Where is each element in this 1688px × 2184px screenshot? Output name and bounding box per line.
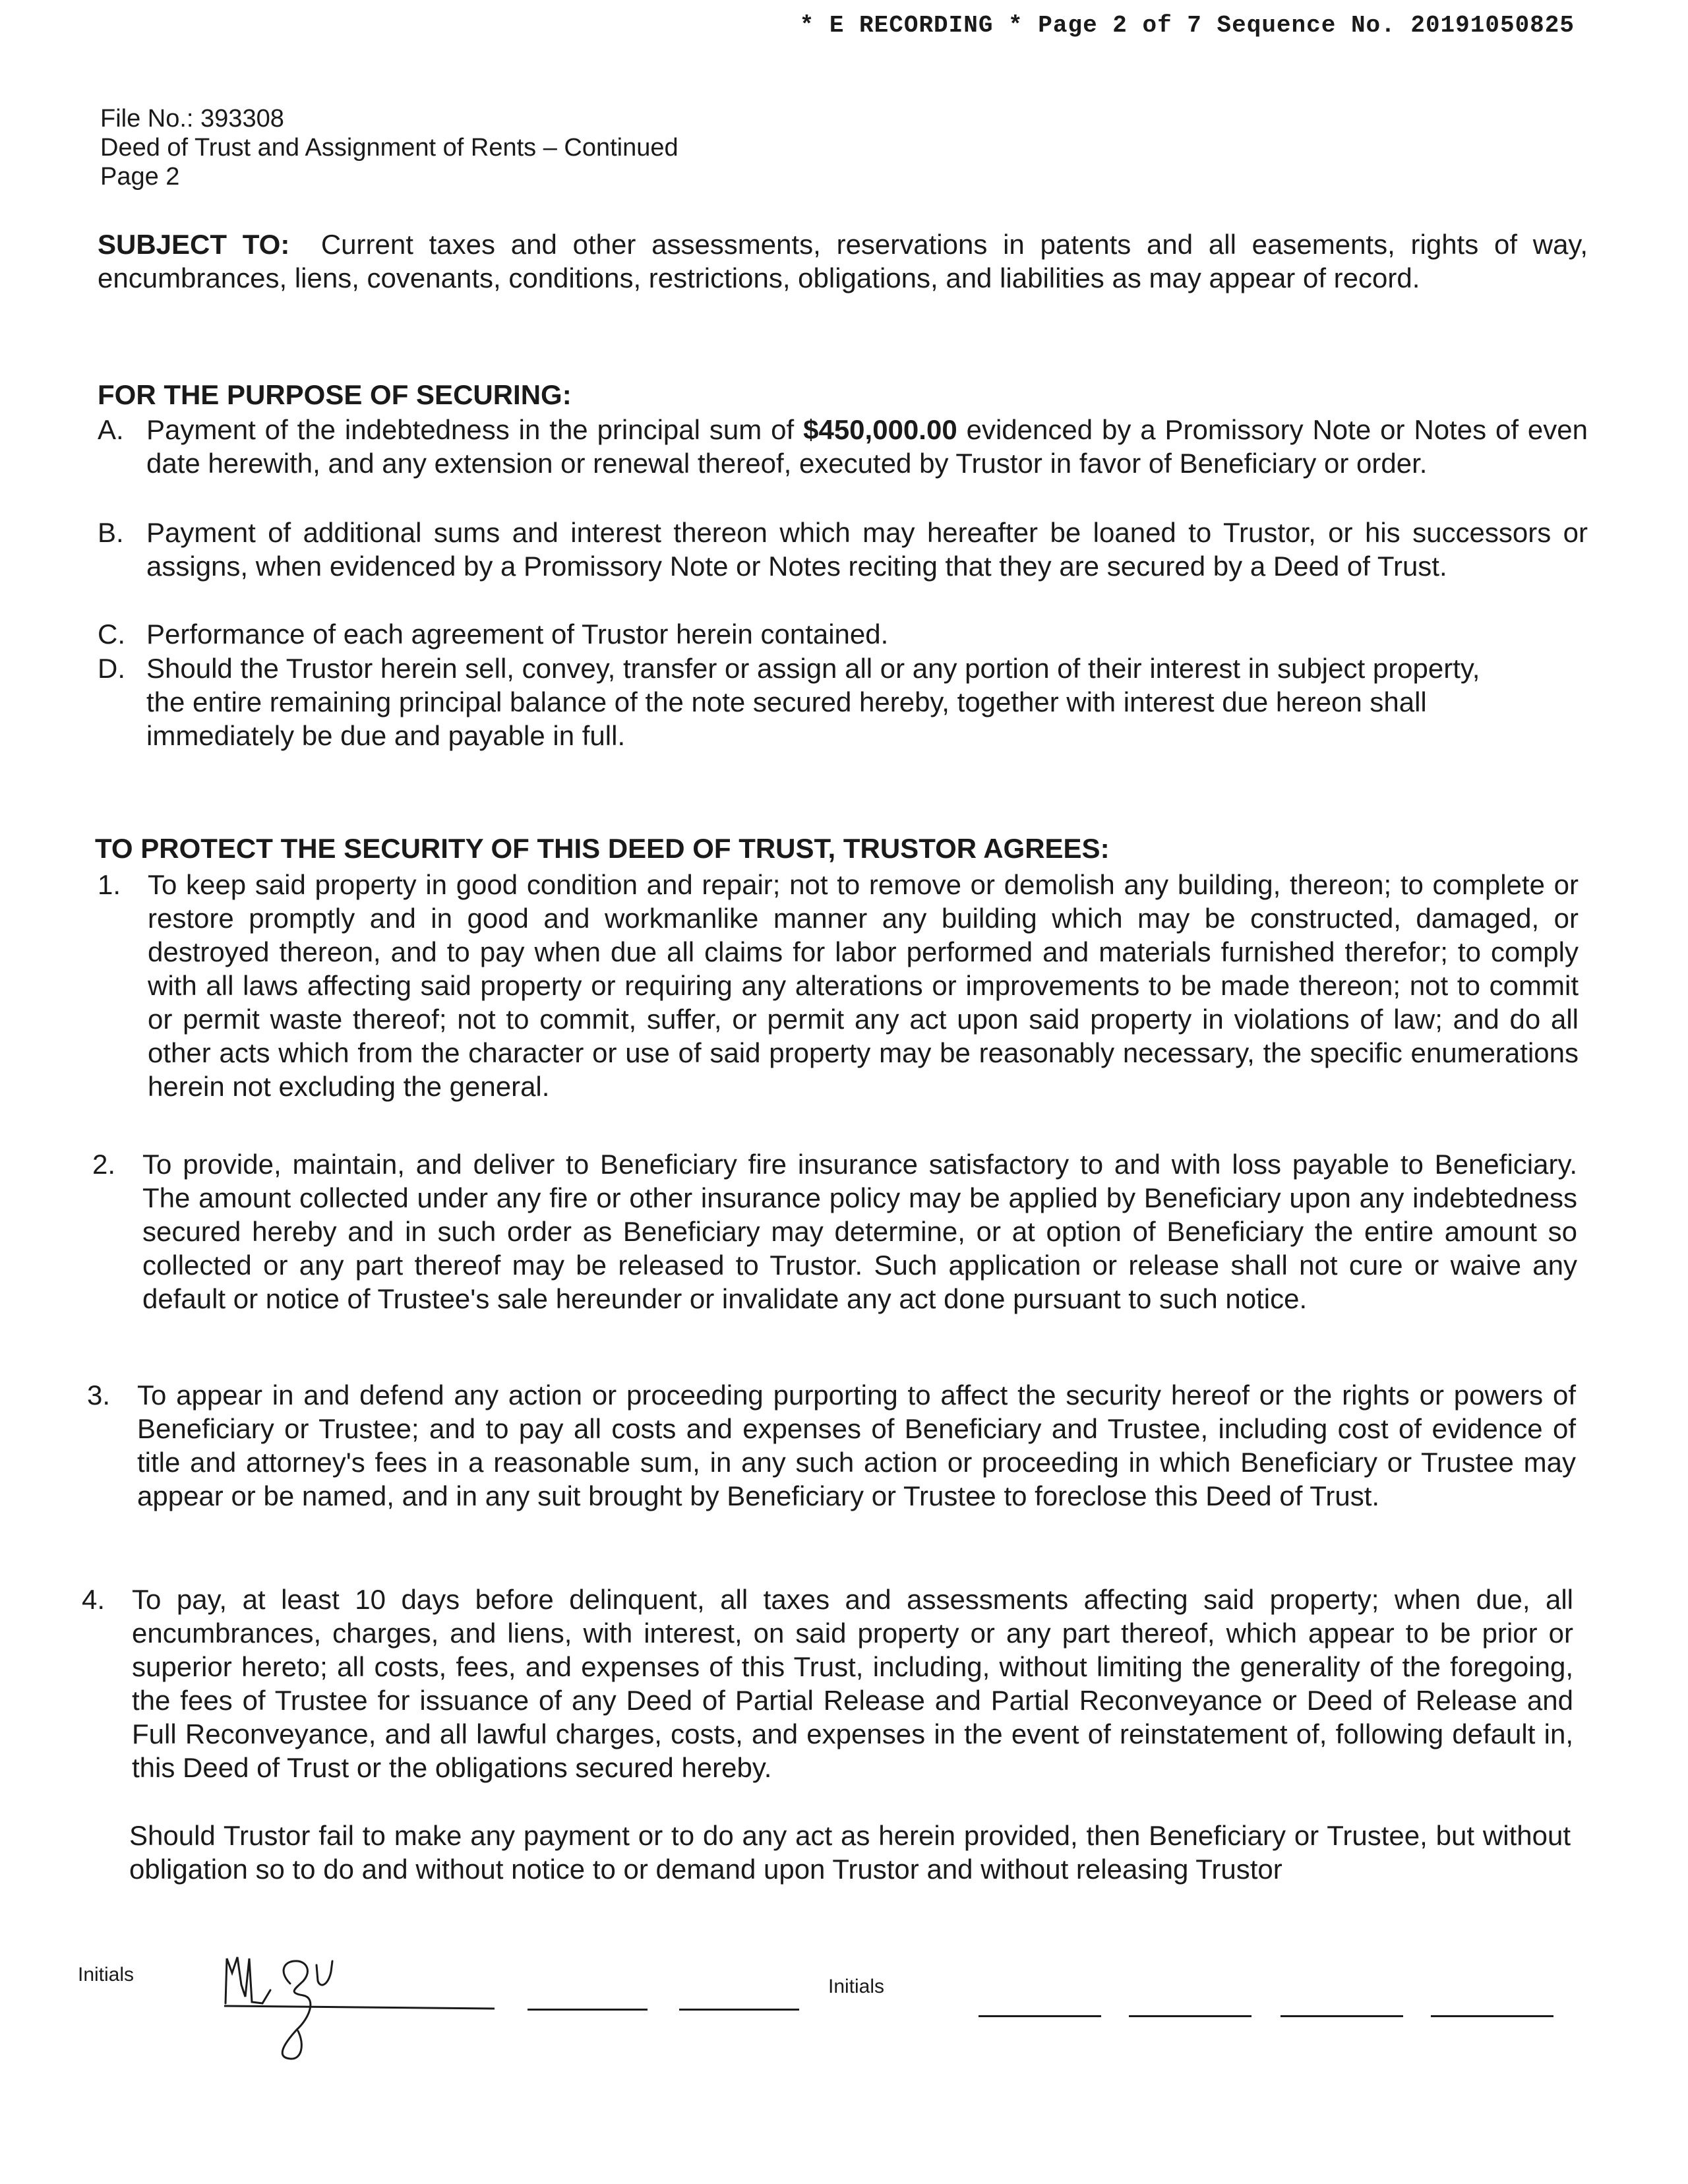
purpose-a-text-before: Payment of the indebtedness in the principal sum of <box>146 414 795 445</box>
agreement-2-text: To provide, maintain, and deliver to Beneficiary fire insurance satisfactory to and with loss payable to Beneficiary. The amount collected under any fire or other insurance policy may be applied by Beneficiary upon any indebtedness secured hereby and in such order as Beneficiary may determine, or at option of Beneficiary the entire amount so collected or any part thereof may be released to Trustor. Such application or release shall not cure or waive any default or notice of Trustee's sale hereunder or invalidate any act done pursuant to such notice. <box>142 1149 1577 1314</box>
initials-line-4[interactable] <box>979 2015 1101 2017</box>
purpose-heading: FOR THE PURPOSE OF SECURING: <box>98 379 572 410</box>
purpose-c-text: Performance of each agreement of Trustor herein contained. <box>146 619 889 650</box>
purpose-b-text: Payment of additional sums and interest thereon which may hereafter be loaned to Trustor, or his successors or assigns, when evidenced by a Promissory Note or Notes reciting that they are secured by a Deed of Trust. <box>146 517 1588 582</box>
list-marker: 1. <box>98 869 121 900</box>
initials-line-2[interactable] <box>528 2009 648 2011</box>
list-marker: 2. <box>92 1149 116 1180</box>
page-label: Page 2 <box>100 163 180 191</box>
initials-line-7[interactable] <box>1431 2015 1553 2017</box>
agreement-item-2 <box>92 1147 1577 1316</box>
purpose-item-d <box>98 652 1495 752</box>
purpose-a-text-after: evidenced by a Promissory Note or Notes of even date herewith, and any extension or renewal thereof, executed by Trustor in favor of Beneficiary or order. <box>146 414 1588 479</box>
list-marker: 4. <box>82 1584 106 1615</box>
file-header <box>100 104 678 191</box>
subject-to-label: SUBJECT TO: <box>98 229 290 260</box>
list-marker: D. <box>98 653 125 684</box>
file-number: File No.: 393308 <box>100 105 284 133</box>
initials-line-3[interactable] <box>679 2009 799 2011</box>
purpose-item-c <box>98 617 1588 651</box>
continuation-paragraph: Should Trustor fail to make any payment or to do any act as herein provided, then Beneficiary or Trustee, but without obligation so to do and without notice to or demand upon Trustor and without releasing Trustor <box>129 1820 1571 1885</box>
purpose-item-b <box>98 516 1588 583</box>
agreement-item-3 <box>87 1378 1576 1513</box>
purpose-d-text: Should the Trustor herein sell, convey, transfer or assign all or any portion of their interest in subject property, the entire remaining principal balance of the note secured hereby, together with interest due hereon shall immediately be due and payable in full. <box>146 653 1480 751</box>
protect-heading: TO PROTECT THE SECURITY OF THIS DEED OF TRUST, TRUSTOR AGREES: <box>95 833 1110 864</box>
signature-initials <box>218 1945 495 2071</box>
agreement-item-4 <box>82 1583 1573 1784</box>
document-title: Deed of Trust and Assignment of Rents – Continued <box>100 134 678 162</box>
initials-label-left: Initials <box>78 1964 135 1986</box>
initials-line-6[interactable] <box>1281 2015 1403 2017</box>
agreement-1-text: To keep said property in good condition and repair; not to remove or demolish any building, thereon; to complete or restore promptly and in good and workmanlike manner any building which may be constructed, damaged, or destroyed thereon, and to pay when due all claims for labor performed and materials furnished therefor; to comply with all laws affecting said property or requiring any alterations or improvements to be made thereon; not to commit or permit waste thereof; not to commit, suffer, or permit any act upon said property in violations of law; and do all other acts which from the character or use of said property may be reasonably necessary, the specific enumerations herein not excluding the general. <box>148 869 1579 1102</box>
list-marker: A. <box>98 414 124 445</box>
recording-header: * E RECORDING * Page 2 of 7 Sequence No. 20191050825 <box>799 12 1575 39</box>
list-marker: 3. <box>87 1380 111 1410</box>
agreement-item-1 <box>98 868 1579 1103</box>
list-marker: C. <box>98 619 125 650</box>
initials-line-5[interactable] <box>1129 2015 1251 2017</box>
subject-to-text: Current taxes and other assessments, reservations in patents and all easements, rights of way, encumbrances, liens, covenants, conditions, restrictions, obligations, and liabilities as may appear of record. <box>98 229 1588 293</box>
agreement-3-text: To appear in and defend any action or proceeding purporting to affect the security hereof or the rights or powers of Beneficiary or Trustee; and to pay all costs and expenses of Beneficiary and Trustee, including cost of evidence of title and attorney's fees in a reasonable sum, in any such action or proceeding in which Beneficiary or Trustee may appear or be named, and in any suit brought by Beneficiary or Trustee to foreclose this Deed of Trust. <box>137 1380 1576 1511</box>
principal-amount: $450,000.00 <box>803 414 957 445</box>
subject-to-paragraph <box>98 228 1588 295</box>
agreement-4-text: To pay, at least 10 days before delinquent, all taxes and assessments affecting said property; when due, all encumbrances, charges, and liens, with interest, on said property or any part thereof, which appear to be prior or superior hereto; all costs, fees, and expenses of this Trust, including, without limiting the generality of the foregoing, the fees of Trustee for issuance of any Deed of Partial Release and Partial Reconveyance or Deed of Release and Full Reconveyance, and all lawful charges, costs, and expenses in the event of reinstatement of, following default in, this Deed of Trust or the obligations secured hereby. <box>132 1584 1573 1783</box>
purpose-item-a <box>98 413 1588 480</box>
list-marker: B. <box>98 517 124 548</box>
initials-label-right: Initials <box>828 1976 885 1997</box>
